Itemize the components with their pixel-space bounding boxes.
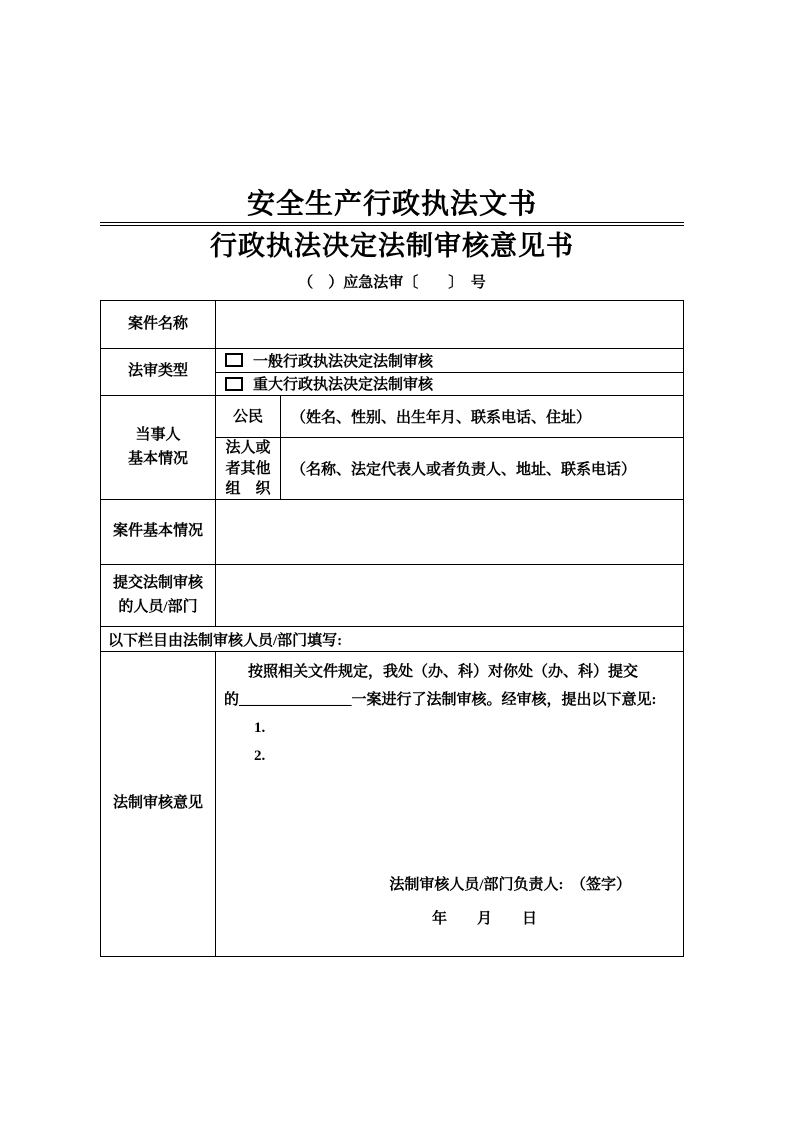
review-type-options: [216, 349, 683, 395]
organization-type-line3: 组 织: [225, 480, 271, 497]
date-line: 年 月 日: [431, 911, 537, 927]
case-name-field[interactable]: [216, 301, 683, 348]
review-form-table: [100, 300, 684, 957]
review-type-row: [101, 348, 683, 395]
submitter-field[interactable]: [216, 565, 683, 626]
citizen-desc: （姓名、性别、出生年月、联系电话、住址）: [291, 410, 592, 427]
case-basic-row: [101, 499, 683, 564]
party-info-label-line2: 基本情况: [127, 450, 188, 467]
form-title: 行政执法决定法制审核意见书: [210, 231, 574, 261]
case-basic-field[interactable]: [216, 500, 683, 564]
opinion-paragraph-line2: 的_______________一案进行了法制审核。经审核，提出以下意见:: [224, 692, 657, 708]
opinion-label: 法制审核意见: [101, 652, 216, 956]
submitter-row: [101, 564, 683, 626]
submitter-label-line2: 的人员/部门: [118, 598, 198, 615]
opinion-item-2: 2.: [254, 748, 266, 764]
opinion-spacer: [224, 770, 675, 872]
document-category-title: 安全生产行政执法文书: [246, 189, 537, 220]
opinion-row: [101, 651, 683, 956]
party-info-row: [101, 395, 683, 499]
major-review-checkbox[interactable]: [225, 377, 243, 391]
case-basic-label: 案件基本情况: [101, 500, 216, 564]
title-double-rule: [100, 222, 684, 226]
signature-line: 法制审核人员/部门负责人: （签字）: [389, 877, 631, 893]
review-type-label: 法审类型: [101, 349, 216, 395]
citizen-type-text: 公民: [232, 408, 263, 425]
party-info-subtable: [216, 396, 683, 499]
citizen-type-label: [216, 396, 281, 437]
submitter-label: [101, 565, 216, 626]
opinion-content-field[interactable]: [216, 652, 683, 956]
fill-note-text: 以下栏目由法制审核人员/部门填写:: [108, 632, 343, 649]
opinion-item-1: 1.: [254, 720, 266, 736]
general-review-option-label: 一般行政执法决定法制审核: [253, 353, 434, 370]
case-name-label: 案件名称: [101, 301, 216, 348]
organization-type-label: [216, 438, 281, 499]
major-review-option-label: 重大行政执法决定法制审核: [253, 377, 434, 394]
submitter-label-line1: 提交法制审核: [112, 575, 203, 592]
party-info-label: [101, 396, 216, 499]
document-number-line: （ ）应急法审〔 〕 号: [298, 275, 486, 291]
major-review-option: [216, 372, 683, 396]
case-name-row: [101, 301, 683, 348]
organization-subrow: [216, 437, 683, 499]
general-review-checkbox[interactable]: [225, 353, 243, 367]
organization-type-line1: 法人或: [225, 440, 271, 457]
document-content: [100, 188, 684, 957]
opinion-paragraph-line1: 按照相关文件规定，我处（办、科）对你处（办、科）提交: [248, 664, 639, 680]
party-info-label-line1: 当事人: [135, 427, 181, 444]
organization-type-line2: 者其他: [225, 460, 271, 477]
citizen-subrow: [216, 396, 683, 437]
general-review-option: [216, 349, 683, 372]
fill-note-row: [101, 626, 683, 651]
organization-desc: （名称、法定代表人或者负责人、地址、联系电话）: [291, 462, 637, 479]
